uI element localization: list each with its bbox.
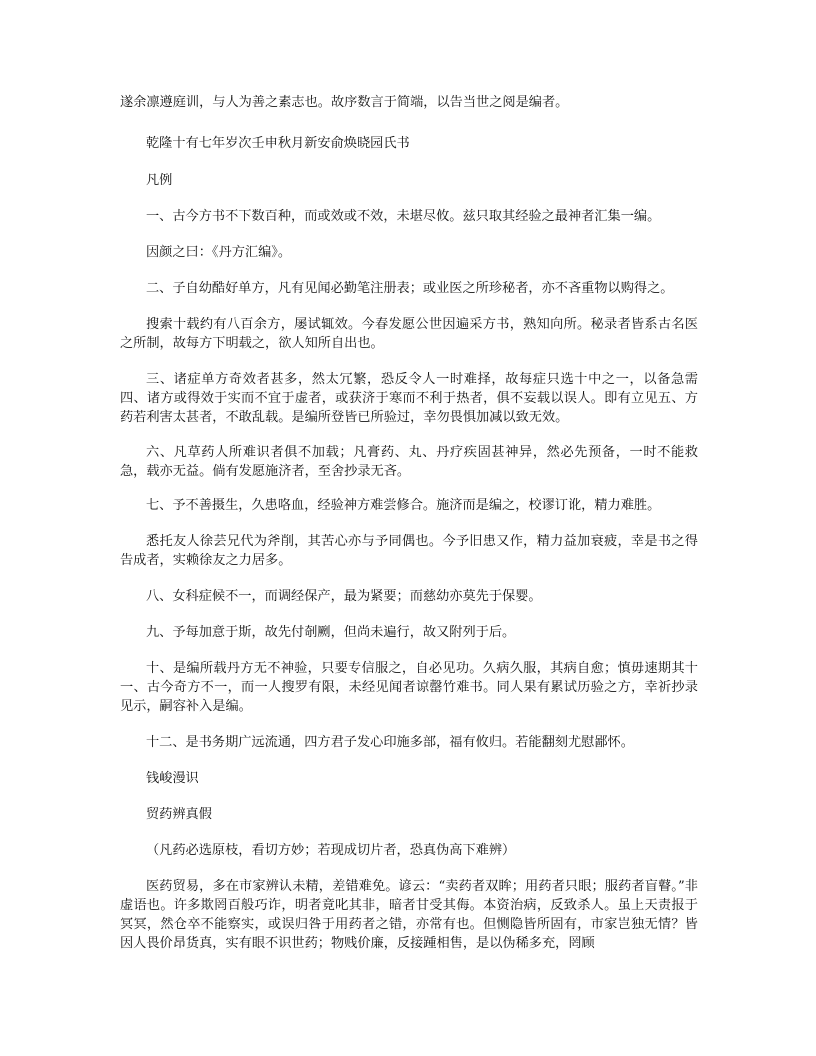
paragraph-body: 医药贸易，多在市家辨认未精，差错难免。谚云：“卖药者双眸；用药者只眼；服药者盲瞽。”非虚语也。许多欺罔百般巧诈，明者竟叱其非，暗者甘受其侮。本资治病，反致杀人。虽上天责报于冥冥，然仓卒不能察实，或误归咎于用药者之错，亦常有也。但恻隐皆所固有，市家岂独无情？皆因人畏价昂货真，实有眼不识世药；物贱价廉，反接踵相售，是以伪稀多充，罔顾 [120,879,698,951]
paragraph-rule-7-cont: 悉托友人徐芸兄代为斧削，其苦心亦与予同偶也。今予旧患又作，精力益加衰疲，幸是书之得告成者，实赖徐友之力居多。 [120,534,698,568]
paragraph-rule-9: 九、予每加意于斯，故先付剞劂，但尚未遍行，故又附列于后。 [146,625,516,640]
paragraph-rule-1: 一、古今方书不下数百种，而或效或不效，未堪尽攸。兹只取其经验之最神者汇集一编。 [146,209,661,224]
paragraph-rule-7: 七、予不善摄生，久患咯血，经验神方难尝修合。施济而是编之，校谬订讹，精力难胜。 [146,498,661,513]
heading-fanli: 凡例 [146,173,173,188]
paragraph-rule-8: 八、女科症候不一，而调经保产，最为紧要；而慈幼亦莫先于保婴。 [146,589,542,604]
paragraph-rule-1-cont: 因颜之曰：《丹方汇编》。 [146,245,292,260]
paragraph-signature-qianjun: 钱峻漫识 [146,771,199,786]
paragraph-rule-2-cont: 搜索十载约有八百余方，屡试辄效。今春发愿公世因遍采方书，熟知向所。秘录者皆系古名医之所制，故每方下明载之，欲人知所自出也。 [120,317,698,351]
paragraph-rule-10-11: 十、是编所载丹方无不神验，只要专信服之，自必见功。久病久服，其病自愈；慎毋速期其十一、古今奇方不一，而一人搜罗有限，未经见闻者谅罄竹难书。同人果有累试历验之方，幸祈抄录见示，嗣容补入是编。 [120,661,698,714]
paragraph-preface-end: 遂余凛遵庭训，与人为善之素志也。故序数言于简端，以告当世之阅是编者。 [120,95,569,110]
paragraph-rule-3-5: 三、诸症单方奇效者甚多，然太冗繁，恐反令人一时难择，故每症只选十中之一，以备急需四、诸方或得效于实而不宜于虚者，或获济于寒而不利于热者，俱不妄载以误人。即有立见五、方药若利害太甚者，不敢乱载。是编所登皆已所验过，幸勿畏惧加减以致无效。 [120,372,698,425]
paragraph-rule-12: 十二、是书务期广远流通，四方君子发心印施多部，福有攸归。若能翻刻尤慰鄙怀。 [146,735,634,750]
heading-maoyao: 贸药辨真假 [146,807,212,822]
paragraph-signature: 乾隆十有七年岁次壬申秋月新安俞焕晓园氏书 [146,136,410,151]
paragraph-note: （凡药必选原枝，看切方妙；若现成切片者，恐真伪高下难辨） [146,843,516,858]
paragraph-rule-6: 六、凡草药人所难识者俱不加载；凡膏药、丸、丹疗疾固甚神异，然必先预备，一时不能救急，载亦无益。倘有发愿施济者，至舍抄录无吝。 [120,445,698,479]
paragraph-rule-2: 二、子自幼酷好单方，凡有见闻必勤笔注册表；或业医之所珍秘者，亦不吝重物以购得之。 [146,281,674,296]
